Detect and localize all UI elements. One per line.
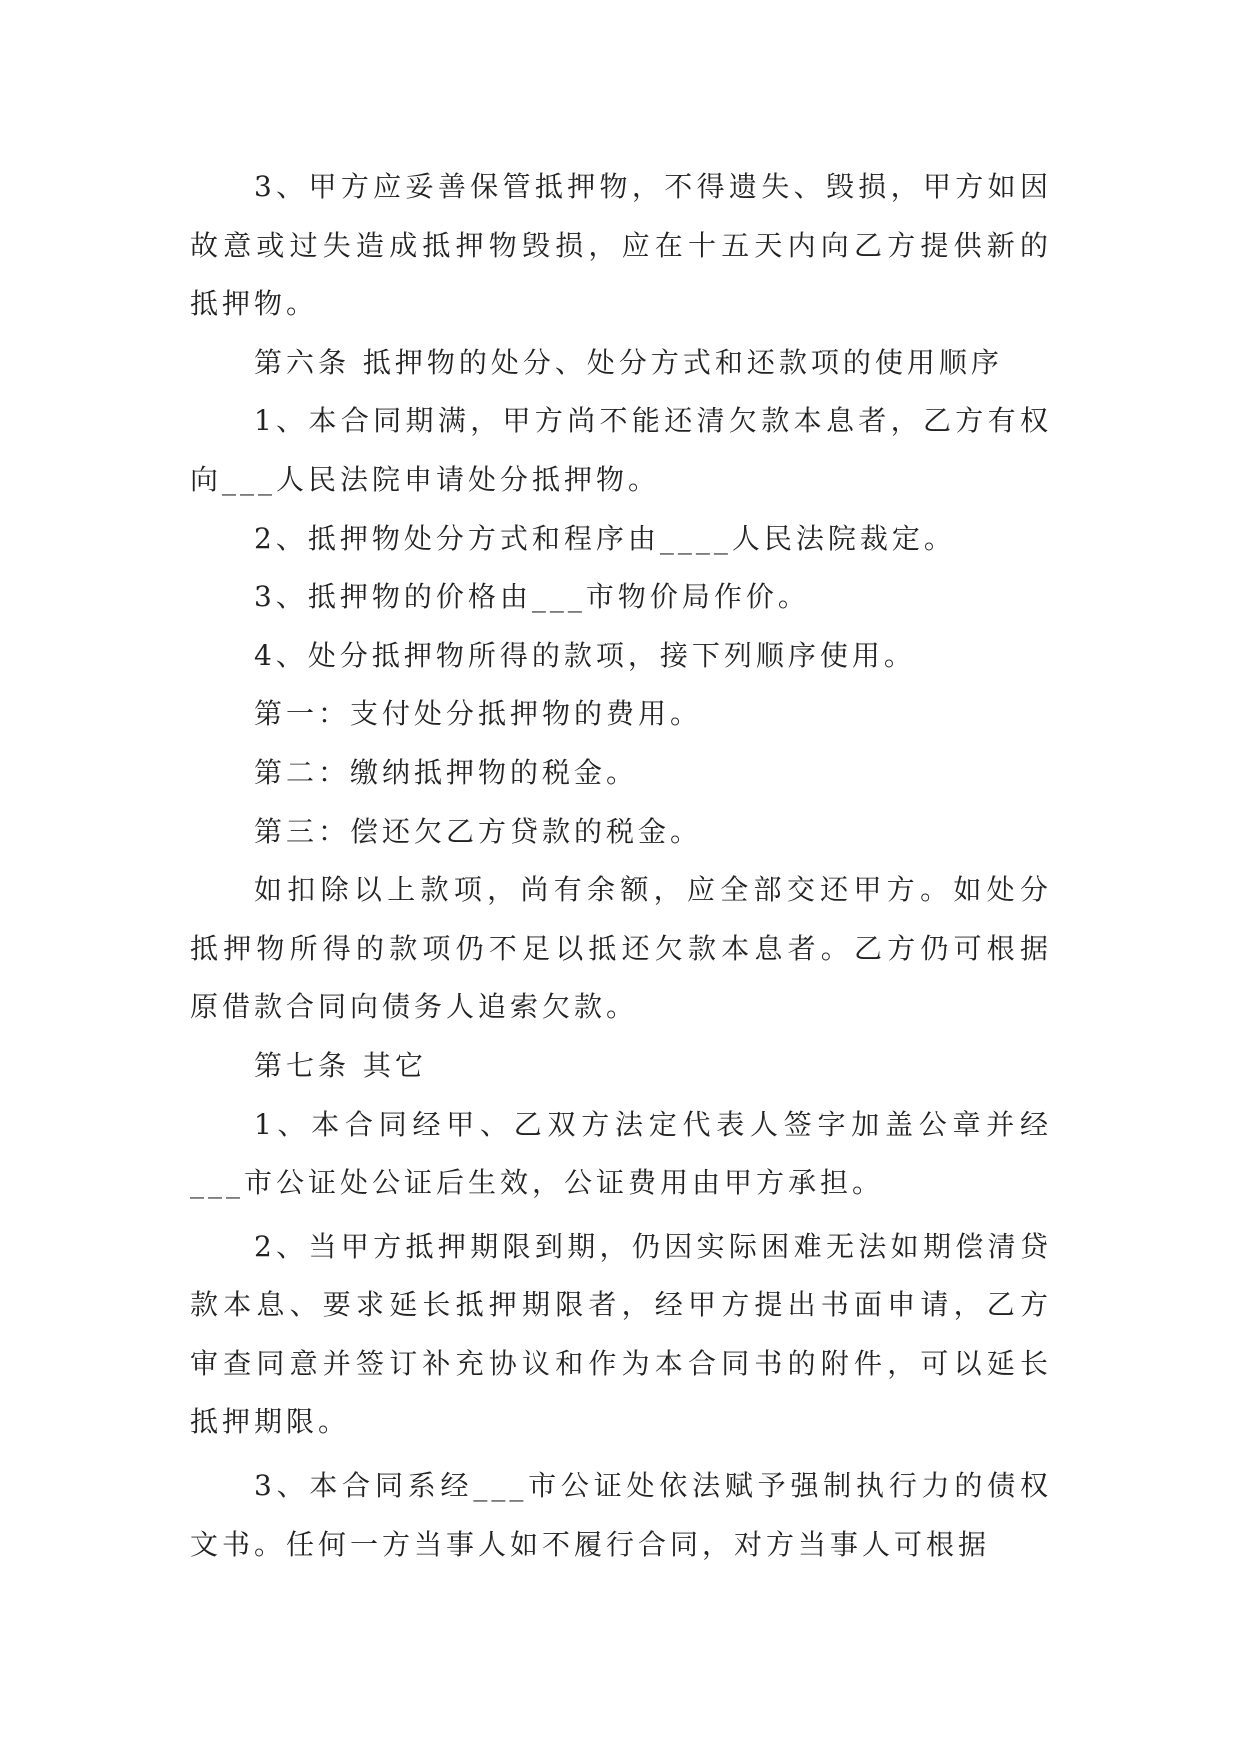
paragraph-clause-6-4: 4、处分抵押物所得的款项，接下列顺序使用。 [254, 638, 916, 672]
paragraph-order-second: 第二：缴纳抵押物的税金。 [254, 755, 639, 789]
paragraph-order-third: 第三：偿还欠乙方贷款的税金。 [254, 814, 703, 848]
paragraph-clause-7-2: 2、当甲方抵押期限到期，仍因实际困难无法如期偿清贷款本息、要求延长抵押期限者，经甲方提出书面申请，乙方审查同意并签订补充协议和作为本合同书的附件，可以延长抵押期限。 [190, 1229, 1052, 1439]
paragraph-clause-7-1: 1、本合同经甲、乙双方法定代表人签字加盖公章并经___市公证处公证后生效，公证费用由甲方承担。 [190, 1107, 1052, 1200]
paragraph-clause-6-2: 2、抵押物处分方式和程序由____人民法院裁定。 [254, 521, 956, 555]
paragraph-order-first: 第一：支付处分抵押物的费用。 [254, 697, 703, 731]
document-body [190, 158, 1052, 1574]
paragraph-clause-7-3: 3、本合同系经___市公证处依法赋予强制执行力的债权文书。任何一方当事人如不履行合同，对方当事人可根据 [190, 1469, 1052, 1561]
article-6-heading: 第六条 抵押物的处分、处分方式和还款项的使用顺序 [254, 345, 1003, 379]
article-7-heading: 第七条 其它 [254, 1048, 427, 1082]
paragraph-remainder: 如扣除以上款项，尚有余额，应全部交还甲方。如处分抵押物所得的款项仍不足以抵还欠款本息者。乙方仍可根据原借款合同向债务人追索欠款。 [190, 873, 1052, 1024]
paragraph-clause-6-3: 3、抵押物的价格由___市物价局作价。 [254, 580, 810, 614]
paragraph-clause-6-1: 1、本合同期满，甲方尚不能还清欠款本息者，乙方有权向___人民法院申请处分抵押物。 [190, 404, 1052, 496]
paragraph-clause-5-3: 3、甲方应妥善保管抵押物，不得遗失、毁损，甲方如因故意或过失造成抵押物毁损，应在十五天内向乙方提供新的抵押物。 [190, 170, 1052, 321]
